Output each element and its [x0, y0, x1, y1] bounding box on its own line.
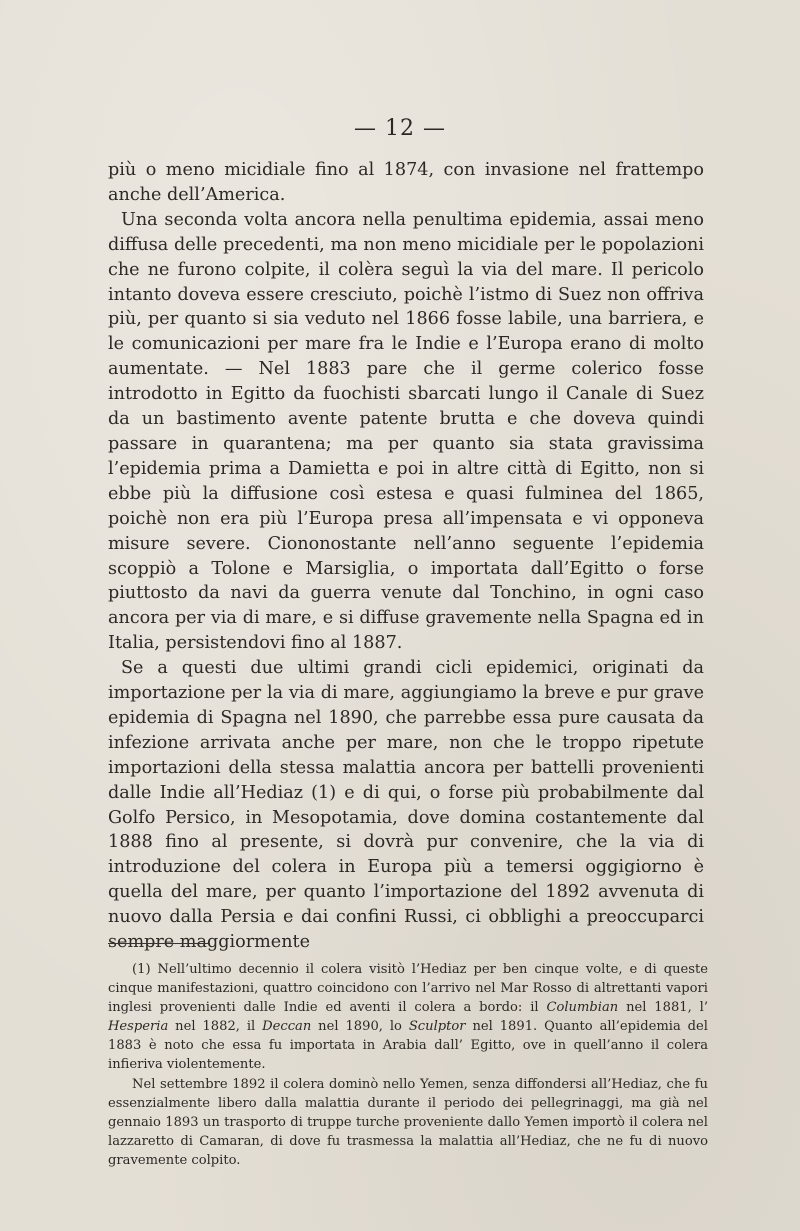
footnote-1-text-c: nel 1882, il — [168, 1019, 263, 1035]
paragraph-1: più o meno micidiale fino al 1874, con invasione nel frattempo anche dell’America. — [108, 160, 704, 205]
footnote-divider — [108, 943, 210, 944]
ship-name-hesperia: Hesperia — [108, 1019, 169, 1035]
footnote-1-text-a: (1) Nell’ultimo decennio il colera visitò l’Hediaz per ben cinque volte, e di queste cinque manifestazioni, quattro coincidono con l’arrivo nel Mar Rosso di altrettanti vapori inglesi provenienti dalle Indie ed aventi il colera a bordo: il — [108, 962, 708, 1016]
ship-name-columbian: Columbian — [546, 1000, 619, 1016]
footnote-1 — [108, 960, 708, 1075]
ship-name-sculptor: Sculptor — [408, 1019, 466, 1035]
paragraph-2: Una seconda volta ancora nella penultima epidemia, assai meno diffusa delle precedenti, ma non meno micidiale per le popolazioni che ne furono colpite, il colèra seguì la via del mare. Il pericolo intanto doveva essere cresciuto, poichè l’istmo di Suez non offriva più, per quanto si sia veduto nel 1866 fosse labile, una barriera, e le comunicazioni per mare fra le Indie e l’Europa erano di molto aumentate. — Nel 1883 pare che il germe colerico fosse introdotto in Egitto da fuochisti sbarcati lungo il Canale di Suez da un bastimento avente patente brutta e che doveva quindi passare in quarantena; ma per quanto sia stata gravissima l’epidemia prima a Damietta e poi in altre città di Egitto, non si ebbe più la diffusione così estesa e quasi fulminea del 1865, poichè non era più l’Europa presa all’impensata e vi opponeva misure severe. Ciononostante nell’anno seguente l’epidemia scoppiò a Tolone e Marsiglia, o importata dall’Egitto o forse piuttosto da navi da guerra venute dal Tonchino, in ogni caso ancora per via di mare, e si diffuse gravemente nella Spagna ed in Italia, persistendovi fino al 1887. — [108, 209, 704, 654]
page-number: — 12 — — [354, 116, 446, 141]
footnote-1-text-d: nel 1890, lo — [311, 1019, 409, 1035]
paragraph-3: Se a questi due ultimi grandi cicli epidemici, originati da importazione per la via di mare, aggiungiamo la breve e pur grave epidemia di Spagna nel 1890, che parrebbe essa pure causata da infezione arrivata anche per mare, non che le troppo ripetute importazioni della stessa malattia ancora per battelli provenienti dalle Indie all’Hediaz (1) e di qui, o forse più probabilmente dal Golfo Persico, in Mesopotamia, dove domina costantemente dal 1888 fino al presente, si dovrà pur convenire, che la via di introduzione del colera in Europa più a temersi oggigiorno è quella del mare, per quanto l’importazione del 1892 avvenuta di nuovo dalla Persia e dai confini Russi, ci obblighi a preoccuparci sempre maggiormente — [108, 658, 704, 953]
footnote-1-text-e: nel 1891. Quanto all’epidemia del 1883 è noto che essa fu importata in Arabia dall’ Egitto, ove in quell’anno il colera infieriva violentemente. — [108, 1019, 708, 1073]
ship-name-deccan: Deccan — [262, 1019, 312, 1035]
footnote-1-text-b: nel 1881, l’ — [618, 1000, 708, 1016]
main-text — [108, 158, 704, 955]
footnote-1-continuation: Nel settembre 1892 il colera dominò nello Yemen, senza diffondersi all’Hediaz, che fu essenzialmente libero dalla malattia durante il periodo dei pellegrinaggi, ma già nel gennaio 1893 un trasporto di truppe turche proveniente dallo Yemen importò il colera nel lazzaretto di Camaran, di dove fu trasmessa la malattia all’Hediaz, che ne fu di nuovo gravemente colpito. — [108, 1076, 708, 1168]
footnotes — [108, 960, 708, 1170]
